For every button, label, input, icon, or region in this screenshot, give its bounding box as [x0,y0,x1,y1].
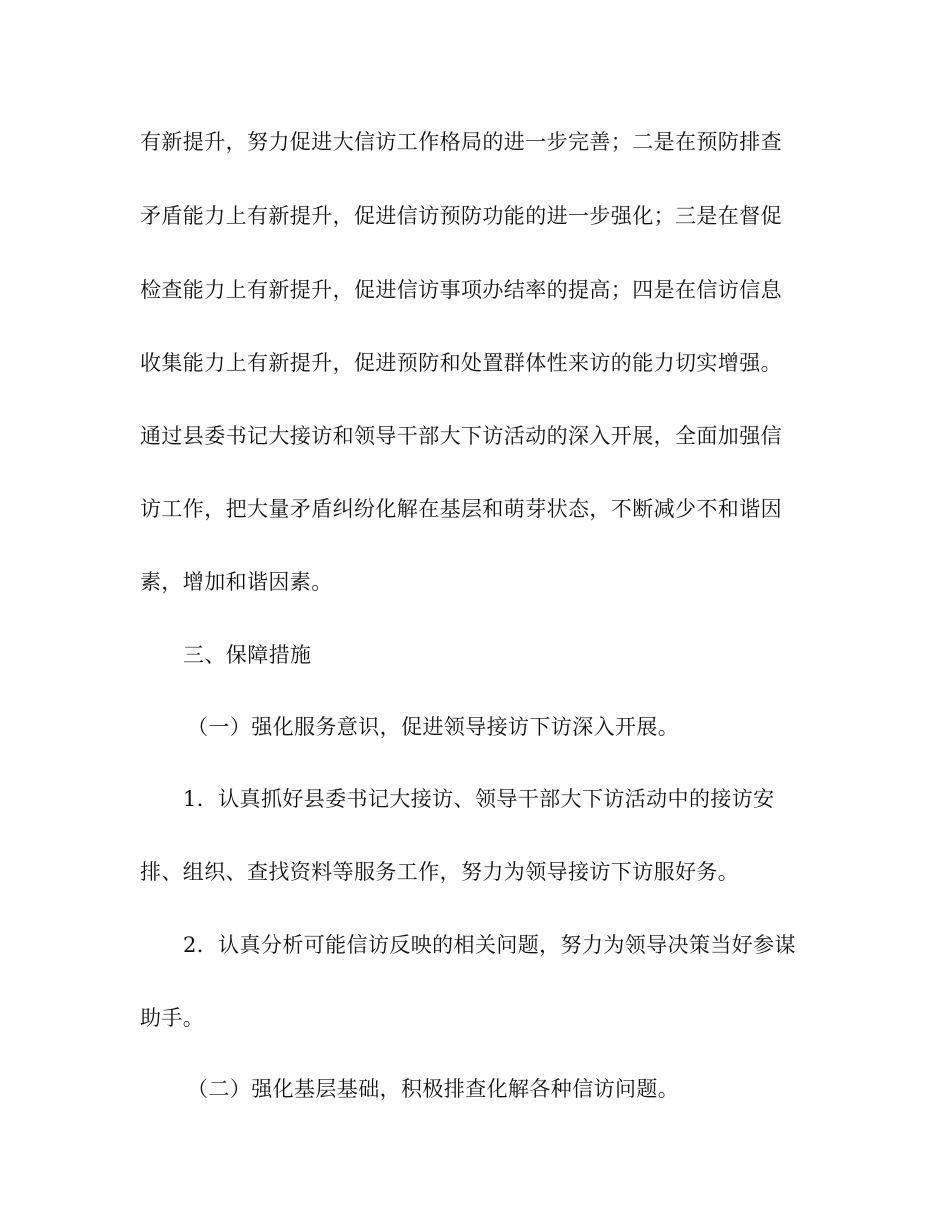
paragraph-line: 访工作，把大量矛盾纠纷化解在基层和萌芽状态，不断减少不和谐因 [140,497,782,521]
list-item-line: 2．认真分析可能信访反映的相关问题，努力为领导决策当好参谋 [183,933,796,957]
paragraph-line: 收集能力上有新提升，促进预防和处置群体性来访的能力切实增强。 [140,351,782,375]
list-item-line: 助手。 [140,1006,205,1030]
paragraph-line: 矛盾能力上有新提升，促进信访预防功能的进一步强化；三是在督促 [140,204,782,228]
subsection-heading: （二）强化基层基础，积极排查化解各种信访问题。 [187,1077,680,1101]
list-item-line: 排、组织、查找资料等服务工作，努力为领导接访下访服好务。 [140,860,740,884]
section-heading: 三、保障措施 [183,643,312,667]
paragraph-line: 素，增加和谐因素。 [140,570,333,594]
paragraph-line: 检查能力上有新提升，促进信访事项办结率的提高；四是在信访信息 [140,278,782,302]
paragraph-line: 通过县委书记大接访和领导干部大下访活动的深入开展，全面加强信 [140,424,782,448]
subsection-heading: （一）强化服务意识，促进领导接访下访深入开展。 [187,715,680,739]
list-item-line: 1．认真抓好县委书记大接访、领导干部大下访活动中的接访安 [183,787,775,811]
paragraph-line: 有新提升，努力促进大信访工作格局的进一步完善；二是在预防排查 [140,130,782,154]
